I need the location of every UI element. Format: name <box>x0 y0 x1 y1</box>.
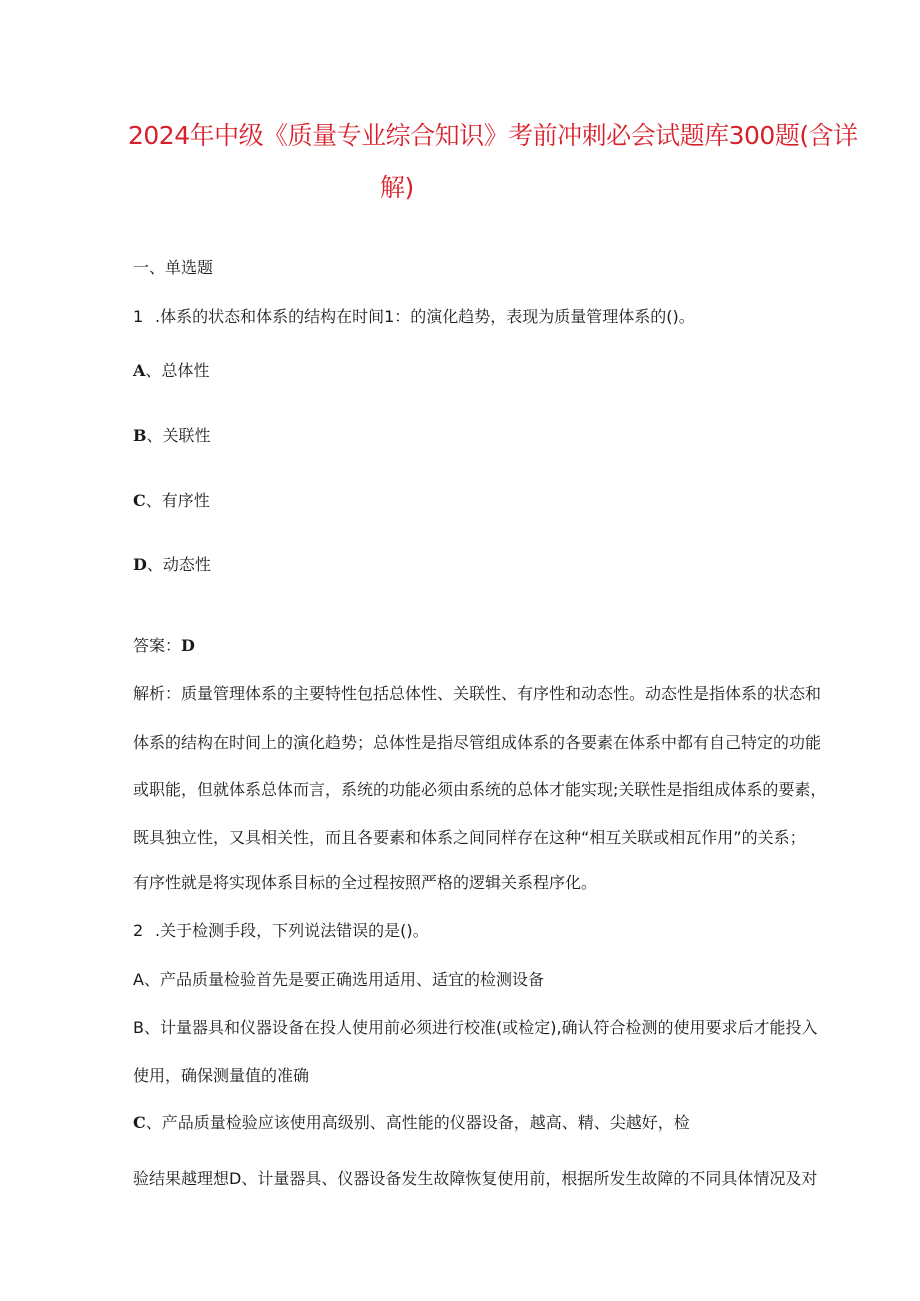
option-letter: C <box>133 1113 146 1132</box>
analysis-line: 体系的结构在时间上的演化趋势；总体性是指尽管组成体系的各要素在体系中都有自己特定的功能 <box>133 733 822 752</box>
option-text: 、产品质量检验应该使用高级别、高性能的仪器设备，越高、精、尖越好，检 <box>145 1113 690 1132</box>
analysis-line: 既具独立性，又具相关性，而且各要素和体系之间同样存在这种“相互关联或相瓦作用”的关系； <box>133 828 806 847</box>
answer-label: 答案： <box>133 636 182 655</box>
analysis-line: 有序性就是将实现体系目标的全过程按照严格的逻辑关系程序化。 <box>133 873 598 892</box>
question-1-text: .体系的状态和体系的结构在时间1：的演化趋势，表现为质量管理体系的()。 <box>155 307 695 326</box>
question-1-number: 1 <box>133 307 144 326</box>
option-text: 关联性 <box>162 426 211 445</box>
analysis-line: 或职能，但就体系总体而言，系统的功能必须由系统的总体才能实现;关联性是指组成体系的要素， <box>133 780 827 799</box>
option-letter: A <box>133 361 146 380</box>
answer-value: D <box>181 636 195 655</box>
question-2-option-b-cont: 使用，确保测量值的准确 <box>133 1066 310 1085</box>
option-text: 有序性 <box>161 491 210 510</box>
option-text: 总体性 <box>161 361 210 380</box>
section-heading: 一、单选题 <box>133 258 214 277</box>
question-2-option-b: B、计量器具和仪器设备在投人使用前必须进行校准(或检定),确认符合检测的使用要求后才能投入 <box>133 1018 818 1037</box>
question-1-answer <box>133 633 195 659</box>
question-1-option-a: A、总体性 <box>133 361 210 380</box>
question-2-option-a: A、产品质量检验首先是要正确选用适用、适宜的检测设备 <box>133 970 544 989</box>
question-1-option-b: B、关联性 <box>133 426 211 445</box>
option-text: 动态性 <box>162 555 211 574</box>
question-1-option-d: D、动态性 <box>133 555 211 574</box>
question-2-option-c <box>133 1110 690 1136</box>
question-2-text: .关于检测手段，下列说法错误的是()。 <box>155 921 429 940</box>
question-2-number: 2 <box>133 921 144 940</box>
document-title-line-1: 2024年中级《质量专业综合知识》考前冲刺必会试题库300题(含详 <box>128 121 858 150</box>
analysis-line: 解析：质量管理体系的主要特性包括总体性、关联性、有序性和动态性。动态性是指体系的状态和 <box>133 684 822 703</box>
option-letter: B <box>133 426 147 445</box>
option-letter: C <box>133 491 146 510</box>
question-2 <box>133 918 429 944</box>
document-title-line-2: 解) <box>380 173 414 202</box>
question-2-option-c-cont: 验结果越理想D、计量器具、仪器设备发生故障恢复使用前，根据所发生故障的不同具体情况及对 <box>133 1169 818 1188</box>
question-1 <box>133 304 695 330</box>
option-letter: D <box>133 555 147 574</box>
question-1-option-c: C、有序性 <box>133 491 210 510</box>
